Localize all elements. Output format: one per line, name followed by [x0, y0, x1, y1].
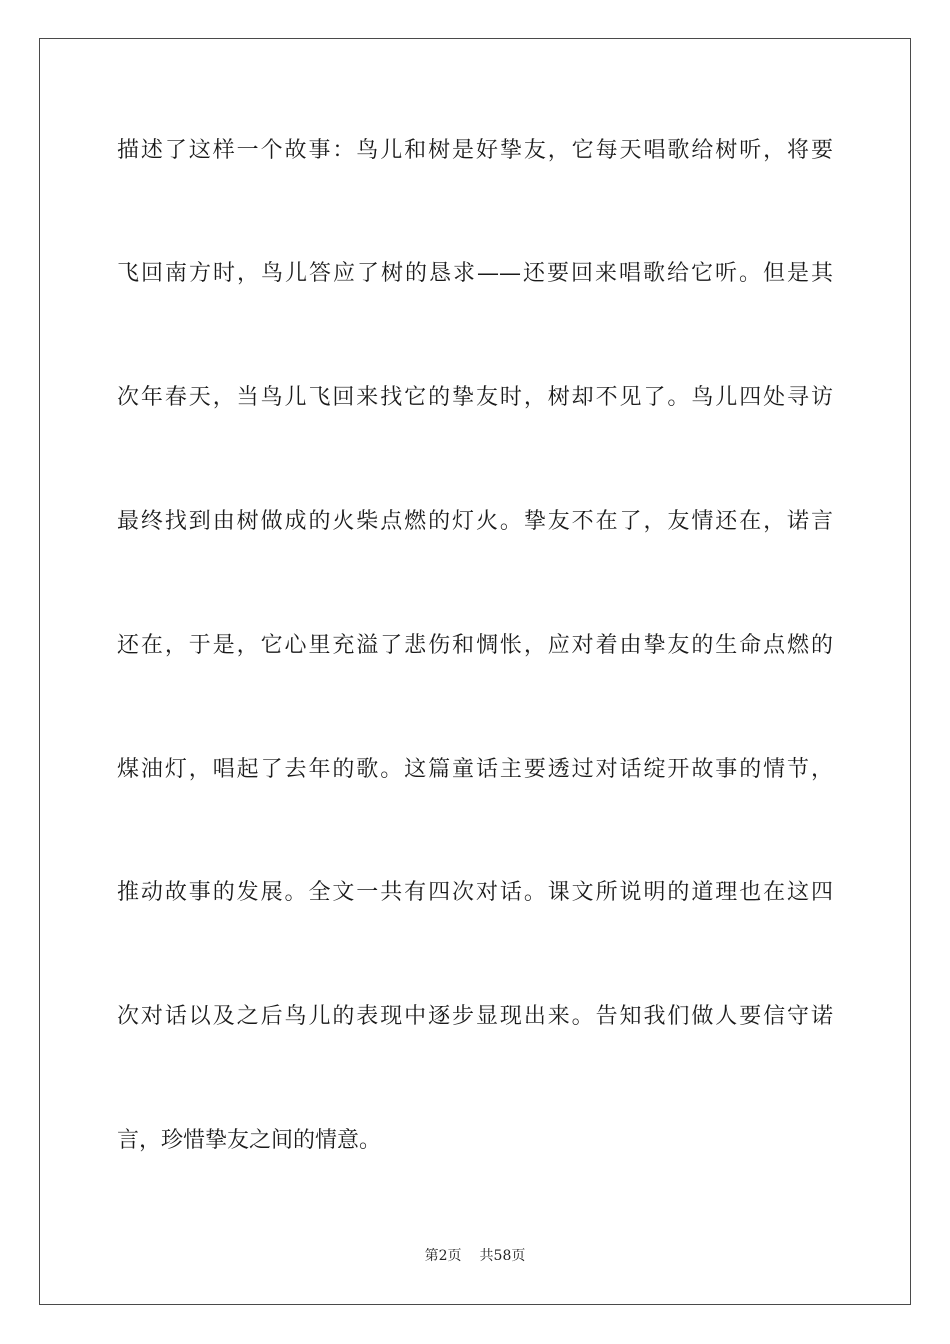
body-text-line-8: 次对话以及之后鸟儿的表现中逐步显现出来。告知我们做人要信守诺: [117, 1004, 833, 1029]
body-text-line-9: 言，珍惜挚友之间的情意。: [117, 1128, 382, 1153]
page-footer: [0, 1247, 950, 1265]
body-text-line-6: 煤油灯，唱起了去年的歌。这篇童话主要透过对话绽开故事的情节，: [117, 757, 833, 782]
page-border: [39, 38, 911, 1305]
body-text-line-5: 还在，于是，它心里充溢了悲伤和惆怅，应对着由挚友的生命点燃的: [117, 633, 833, 658]
body-text-line-4: 最终找到由树做成的火柴点燃的灯火。挚友不在了，友情还在，诺言: [117, 509, 833, 534]
body-text-line-1: 描述了这样一个故事：鸟儿和树是好挚友，它每天唱歌给树听，将要: [117, 138, 833, 163]
page-total: 共58页: [479, 1248, 526, 1264]
body-text-line-2: 飞回南方时，鸟儿答应了树的恳求——还要回来唱歌给它听。但是其: [117, 261, 833, 286]
body-text-line-3: 次年春天，当鸟儿飞回来找它的挚友时，树却不见了。鸟儿四处寻访: [117, 385, 833, 410]
body-text-line-7: 推动故事的发展。全文一共有四次对话。课文所说明的道理也在这四: [117, 880, 833, 905]
page-number: 第2页: [424, 1248, 462, 1264]
